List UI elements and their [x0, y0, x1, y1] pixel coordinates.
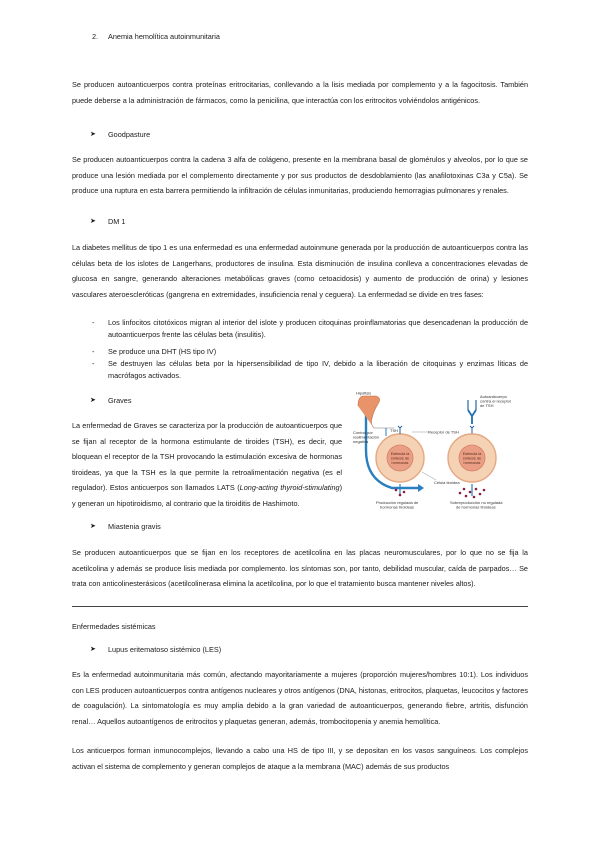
label-autoanticuerpo: de TSH	[480, 403, 494, 408]
label-out-left: hormonas tiroideas	[380, 504, 415, 510]
paragraph-dm1: La diabetes mellitus de tipo 1 es una enfermedad es una enfermedad autoinmune generada por la producción de autoanticuerpos contra las células beta de los islotes de Langerhans, productores de insulina. Esta disminución de insulina conlleva a concentraciones elevadas de glucosa en sangre, generando alteraciones metabólicas graves (como cetoacidosis) y aumento de producción de orina) y lesiones vasculares ateroescleróticas (gangrena en extremidades, insuficiencia renal y ceguera). La enfermedad se divide en tres fases:	[72, 243, 528, 299]
heading-dm1: DM 1	[108, 217, 126, 226]
paragraph-anemia: Se producen autoanticuerpos contra proteínas eritrocitarias, conllevando a la lisis mediada por complemento y a la fagocitosis. También puede deberse a la administración de fármacos, como la penicilina, que interactúa con los eritrocitos volviéndolos antigénicos.	[72, 80, 528, 105]
dash-bullet: -	[92, 318, 95, 327]
receptor-icon	[398, 426, 402, 434]
label-control: realimentación	[353, 434, 380, 440]
heading-graves: Graves	[108, 396, 132, 405]
pituitary-icon	[358, 396, 380, 428]
label-receptor: Receptor de TSH	[428, 429, 459, 435]
arrow-bullet-icon: ➤	[90, 397, 96, 404]
section-number: 2.	[92, 32, 99, 41]
label-tsh: TSH	[390, 428, 398, 433]
cell-right-label: hormonas	[463, 461, 481, 465]
autoantibody-arm	[468, 400, 476, 410]
receptor-icon	[470, 426, 474, 434]
arrow-bullet-icon: ➤	[90, 131, 96, 138]
cell-left-label: hormonas	[391, 461, 409, 465]
arrowhead	[418, 484, 424, 492]
label-celula: Célula tiroidea	[434, 480, 460, 485]
label-control: Control por	[353, 430, 373, 435]
list-item: Se destruyen las células beta por la hipersensibilidad de tipo IV, debido a la liberación de citoquinas y enzimas líticas de macrófagos activados.	[108, 359, 528, 380]
graves-diagram	[352, 392, 532, 518]
dash-bullet: -	[92, 347, 95, 356]
horizontal-divider	[72, 606, 528, 607]
heading-goodpasture: Goodpasture	[108, 130, 151, 139]
label-autoanticuerpo: contra el receptor	[480, 398, 512, 404]
cell-left-label: Estimula la	[390, 452, 410, 456]
dash-bullet: -	[92, 359, 95, 368]
section-title: Anemia hemolítica autoinmunitaria	[108, 32, 220, 41]
label-out-right: Sobreproducción no regulada	[450, 500, 503, 505]
heading-miastenia: Miastenia gravis	[108, 522, 161, 531]
heading-les: Lupus eritematoso sistémico (LES)	[108, 645, 222, 654]
list-item: Los linfocitos citotóxicos migran al interior del islote y producen citoquinas proinflamatorias que desencadenan la producción de autoanticuerpos frente las células beta (insulitis).	[108, 318, 528, 339]
arrow-bullet-icon: ➤	[90, 646, 96, 653]
paragraph-graves: La enfermedad de Graves se caracteriza por la producción de autoanticuerpos que se fijan al receptor de la hormona estimulante de tiroides (TSH), es decir, que bloquean el receptor de la TSH provocando la estimulación excesiva de hormonas tiroideas, ya que la TSH es la que permite la retroalimentación negativa (es el regulador). Estos anticuerpos son llamados LATS (Long-acting thyroid-stimulating) y generan un hipotiroidismo, al contrario que la tiroiditis de Hashimoto.	[72, 421, 343, 508]
cell-right-label: Estimula la	[462, 452, 482, 456]
label-control: negativa	[353, 439, 369, 444]
cell-right-label: síntesis de	[462, 456, 482, 461]
cell-left-label: síntesis de	[390, 456, 410, 461]
paragraph-goodpasture: Se producen autoanticuerpos contra la cadena 3 alfa de colágeno, presente en la membrana basal de glomérulos y alveolos, por lo que se produce una lesión mediada por el complemento directamente y por sus productos de desdoblamiento (las anafilotoxinas C3a y C5a). Se produce una ruptura en esta barrera permitiendo la infiltración de células inmunitarias, produciendo hemorragias pulmonares y renales.	[72, 155, 528, 196]
label-autoanticuerpo: Autoanticuerpo	[480, 394, 507, 399]
leader-line	[422, 472, 436, 480]
paragraph-miastenia: Se producen autoanticuerpos que se fijan en los receptores de acetilcolina en las placas neuromusculares, por lo que no se fija la acetilcolina y además se produce lisis mediada por complemento. los síntomas son, por tanto, debilidad muscular, caída de parpados… Se trata con anticolinesterásicos (acetilcolinerasa elimina la acetilcolina, por lo que el tratamiento busca mantener niveles altos).	[72, 548, 528, 589]
heading-sistemicas: Enfermedades sistémicas	[72, 622, 156, 631]
paragraph-les: Es la enfermedad autoinmunitaria más común, afectando mayoritariamente a mujeres (proporción mujeres/hombres 10:1). Los individuos con LES producen autoanticuerpos contra antígenos nucleares y otros antígenos (DNA, histonas, eritrocitos, plaquetas, leucocitos y factores de coagulación). La sintomatología es muy amplia debido a la gran variedad de autoanticuerpos, generando fiebre, artritis, disfunción renal… Aquellos autoantígenos de eritrocitos y plaquetas generan, además, trombocitopenia y anemia hemolítica.	[72, 670, 528, 726]
label-out-right: de hormonas tiroideas	[456, 504, 496, 510]
arrow-bullet-icon: ➤	[90, 218, 96, 225]
label-hipofisis: Hipófisis	[356, 392, 372, 396]
paragraph-inmunocomplejos: Los anticuerpos forman inmunocomplejos, llevando a cabo una HS de tipo III, y se depositan en los vasos sanguíneos. Los complejos activan el sistema de complemento y generan complejos de ataque a la membrana (MAC) además de sus productos	[72, 746, 528, 771]
list-item: Se produce una DHT (HS tipo IV)	[108, 347, 217, 356]
arrow-bullet-icon: ➤	[90, 523, 96, 530]
autoantibody-icon	[468, 410, 476, 424]
label-out-left: Producción regulada de	[376, 500, 419, 505]
